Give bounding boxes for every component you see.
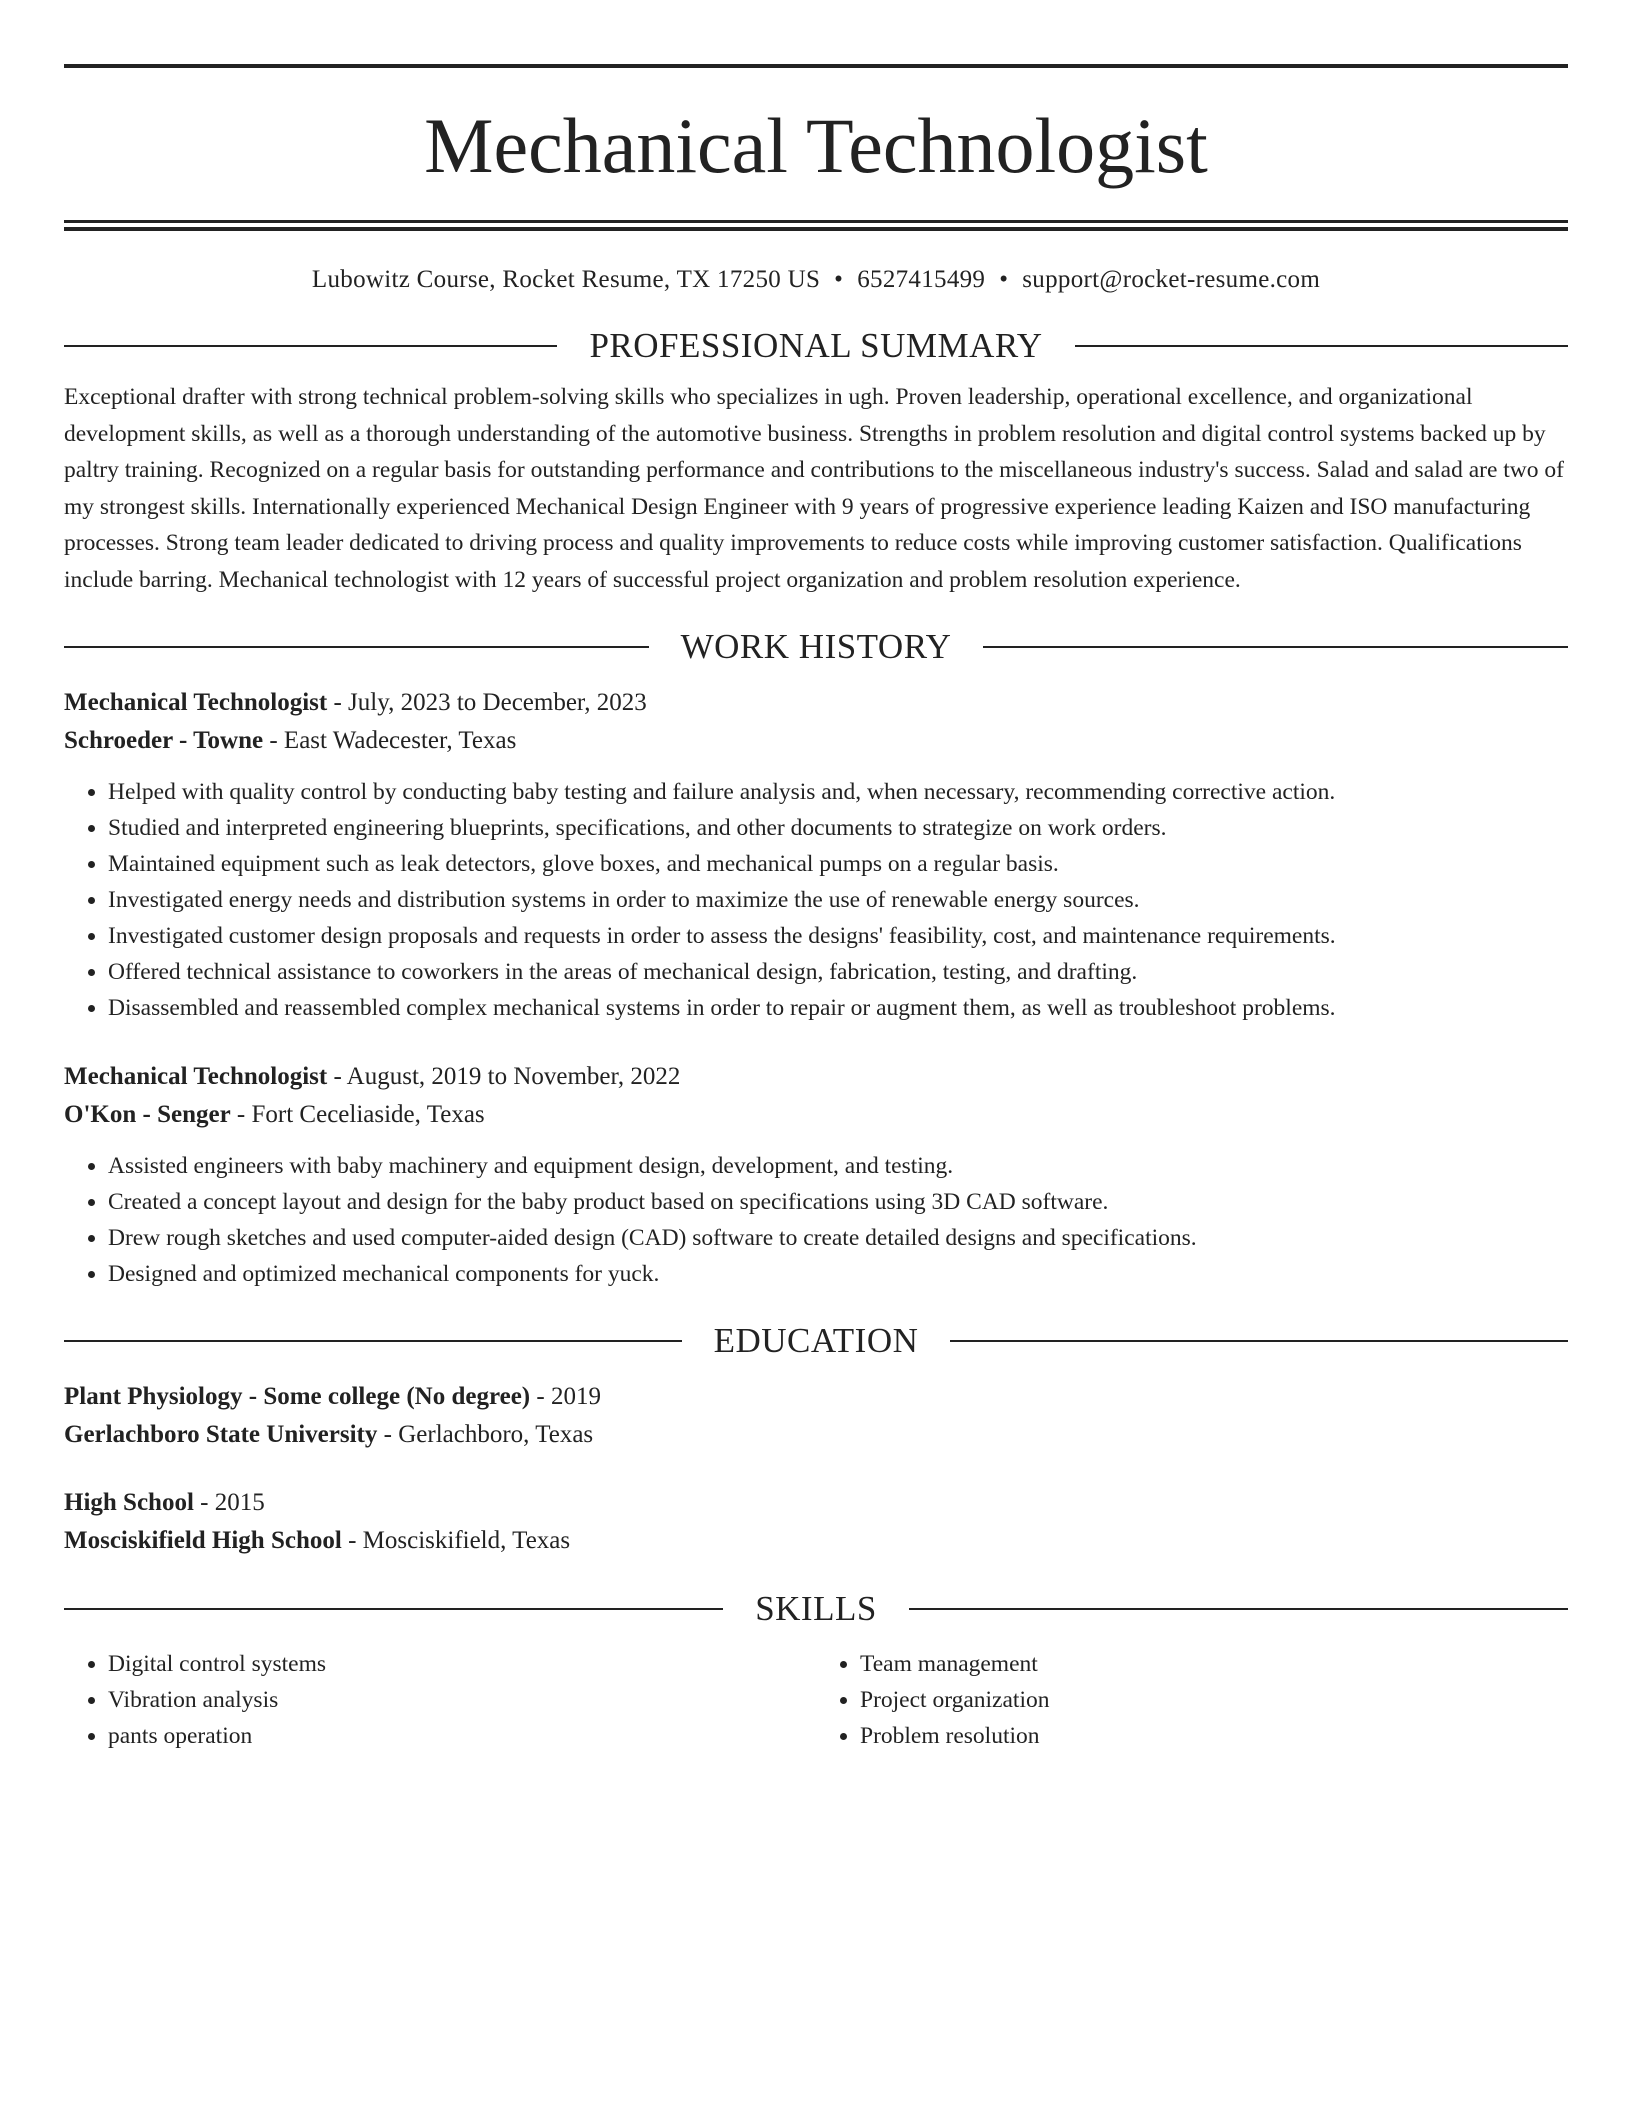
list-item: • Helped with quality control by conducting baby testing and failure analysis and, when necessary, recommending corrective action.	[108, 774, 1568, 810]
skill-item: • pants operation	[108, 1718, 816, 1754]
list-item: • Drew rough sketches and used computer-aided design (CAD) software to create detailed designs and specifications.	[108, 1220, 1568, 1256]
resume-title: Mechanical Technologist	[424, 102, 1208, 189]
list-item: • Assisted engineers with baby machinery and equipment design, development, and testing.	[108, 1148, 1568, 1184]
section-heading-education	[64, 1314, 1568, 1368]
job-location: - East Wadecester, Texas	[263, 727, 517, 754]
section-heading-label: EDUCATION	[713, 1321, 919, 1360]
list-item: • Maintained equipment such as leak detectors, glove boxes, and mechanical pumps on a regular basis.	[108, 846, 1568, 882]
divider	[950, 1340, 1568, 1342]
skill-item: • Digital control systems	[108, 1646, 816, 1682]
skills-column-right	[816, 1646, 1568, 1754]
education-school: Mosciskifield High School	[64, 1527, 342, 1554]
skill-item: • Vibration analysis	[108, 1682, 816, 1718]
divider	[64, 1340, 682, 1342]
job-company: O'Kon - Senger	[64, 1101, 231, 1128]
education-entry	[64, 1378, 1568, 1454]
section-heading-work	[64, 620, 1568, 674]
job-entry	[64, 684, 1568, 1026]
contact-separator: •	[834, 266, 844, 293]
education-degree: High School	[64, 1489, 194, 1516]
education-degree-line	[64, 1378, 1568, 1416]
job-company-line	[64, 722, 1568, 760]
list-item: • Offered technical assistance to coworkers in the areas of mechanical design, fabrication, testing, and drafting.	[108, 954, 1568, 990]
section-heading-skills	[64, 1582, 1568, 1636]
divider	[64, 646, 649, 648]
section-heading-label: WORK HISTORY	[680, 627, 952, 666]
job-title-line	[64, 1058, 1568, 1096]
section-heading-label: PROFESSIONAL SUMMARY	[589, 326, 1043, 365]
top-rule	[64, 64, 1568, 68]
list-item: • Studied and interpreted engineering blueprints, specifications, and other documents to strategize on work orders.	[108, 810, 1568, 846]
education-year: - 2019	[530, 1383, 601, 1410]
divider	[909, 1608, 1568, 1610]
skill-item: • Problem resolution	[860, 1718, 1568, 1754]
job-dates: - August, 2019 to November, 2022	[327, 1063, 681, 1090]
skills-grid	[64, 1646, 1568, 1754]
section-heading-label: SKILLS	[755, 1589, 877, 1628]
education-location: - Gerlachboro, Texas	[377, 1421, 594, 1448]
skill-item: • Team management	[860, 1646, 1568, 1682]
job-entry	[64, 1058, 1568, 1292]
education-school-line	[64, 1416, 1568, 1454]
job-bullets	[64, 1148, 1568, 1292]
contact-line	[64, 263, 1568, 297]
list-item: • Created a concept layout and design for the baby product based on specifications using 3D CAD software.	[108, 1184, 1568, 1220]
list-item: • Investigated customer design proposals and requests in order to assess the designs' feasibility, cost, and maintenance requirements.	[108, 918, 1568, 954]
job-location: - Fort Ceceliaside, Texas	[230, 1101, 485, 1128]
job-dates: - July, 2023 to December, 2023	[327, 689, 647, 716]
divider	[983, 646, 1568, 648]
divider	[64, 1608, 723, 1610]
list-item: • Disassembled and reassembled complex mechanical systems in order to repair or augment them, as well as troubleshoot problems.	[108, 990, 1568, 1026]
job-bullets	[64, 774, 1568, 1026]
contact-separator: •	[999, 266, 1009, 293]
resume-page	[64, 64, 1568, 1754]
education-entry	[64, 1484, 1568, 1560]
summary-paragraph: Exceptional drafter with strong technical problem-solving skills who specializes in ugh. Proven leadership, operational excellence, and organizational development skills, as well as a thorough understanding of the automotive business. Strengths in problem resolution and digital control systems backed up by paltry training. Recognized on a regular basis for outstanding performance and contributions to the miscellaneous industry's success. Salad and salad are two of my strongest skills. Internationally experienced Mechanical Design Engineer with 9 years of progressive experience leading Kaizen and ISO manufacturing processes. Strong team leader dedicated to driving process and quality improvements to reduce costs while improving customer satisfaction. Qualifications include barring. Mechanical technologist with 12 years of successful project organization and problem resolution experience.	[64, 384, 1564, 593]
contact-email: support@rocket-resume.com	[1022, 266, 1321, 293]
education-degree: Plant Physiology - Some college (No degree)	[64, 1383, 531, 1410]
double-rule	[64, 220, 1568, 231]
contact-phone: 6527415499	[857, 266, 986, 293]
skill-item: • Project organization	[860, 1682, 1568, 1718]
divider	[1075, 345, 1568, 347]
section-heading-summary	[64, 319, 1568, 373]
skills-column-left	[64, 1646, 816, 1754]
education-degree-line	[64, 1484, 1568, 1522]
job-title: Mechanical Technologist	[64, 1063, 328, 1090]
education-year: - 2015	[193, 1489, 265, 1516]
divider	[64, 345, 557, 347]
list-item: • Investigated energy needs and distribution systems in order to maximize the use of renewable energy sources.	[108, 882, 1568, 918]
education-location: - Mosciskifield, Texas	[341, 1527, 571, 1554]
education-school-line	[64, 1522, 1568, 1560]
job-title: Mechanical Technologist	[64, 689, 328, 716]
education-school: Gerlachboro State University	[64, 1421, 378, 1448]
job-company-line	[64, 1096, 1568, 1134]
contact-address: Lubowitz Course, Rocket Resume, TX 17250 US	[311, 266, 821, 293]
job-company: Schroeder - Towne	[64, 727, 264, 754]
job-title-line	[64, 684, 1568, 722]
list-item: • Designed and optimized mechanical components for yuck.	[108, 1256, 1568, 1292]
